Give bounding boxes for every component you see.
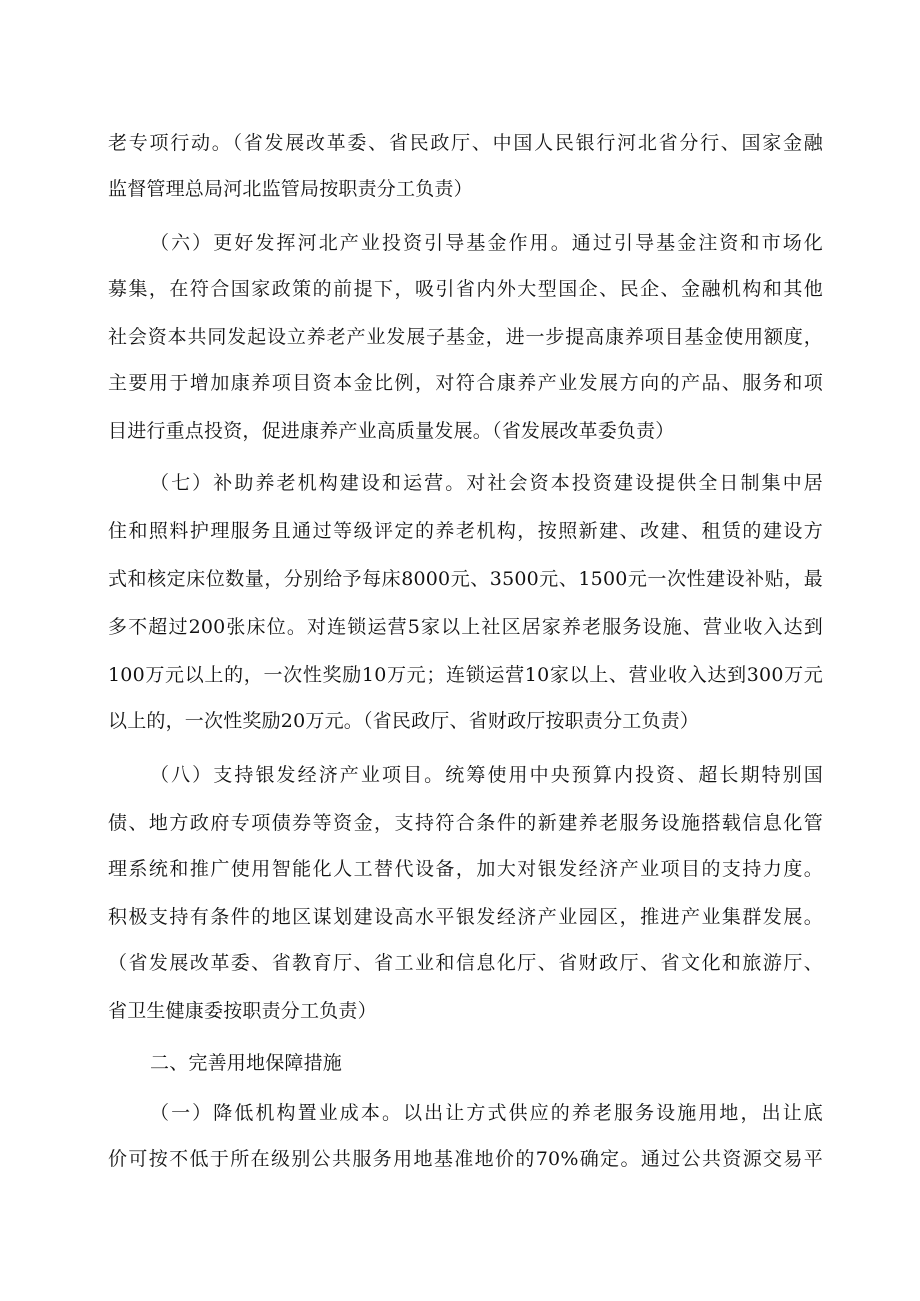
text-line: 理系统和推广使用智能化人工替代设备，加大对银发经济产业项目的支持力度。 [108,858,823,880]
text-line: 主要用于增加康养项目资本金比例，对符合康养产业发展方向的产品、服务和项 [108,372,823,394]
text-line: 监督管理总局河北监管局按职责分工负责） [108,178,473,200]
text-line: 多不超过200张床位。对连锁运营5家以上社区居家养老服务设施、营业收入达到 [108,616,823,638]
text-line: 式和核定床位数量，分别给予每床8000元、3500元、1500元一次性建设补贴，最 [108,568,823,590]
paragraph-1-heading-line: （一）降低机构置业成本。以出让方式供应的养老服务设施用地，出让底 [150,1102,823,1124]
paragraph-6-heading-line: （六）更好发挥河北产业投资引导基金作用。通过引导基金注资和市场化 [150,232,823,254]
text-line: 100万元以上的，一次性奖励10万元；连锁运营10家以上、营业收入达到300万元 [108,664,823,686]
text-line: 社会资本共同发起设立养老产业发展子基金，进一步提高康养项目基金使用额度， [108,326,823,348]
text-line: 债、地方政府专项债券等资金，支持符合条件的新建养老服务设施搭载信息化管 [108,812,823,834]
text-line: 省卫生健康委按职责分工负责） [108,1000,377,1022]
paragraph-8-heading-line: （八）支持银发经济产业项目。统筹使用中央预算内投资、超长期特别国 [150,764,823,786]
text-line: 价可按不低于所在级别公共服务用地基准地价的70%确定。通过公共资源交易平 [108,1148,823,1170]
paragraph-7-heading-line: （七）补助养老机构建设和运营。对社会资本投资建设提供全日制集中居 [150,472,823,494]
text-line: 老专项行动。（省发展改革委、省民政厅、中国人民银行河北省分行、国家金融 [108,132,823,154]
text-line: 以上的，一次性奖励20万元。（省民政厅、省财政厅按职责分工负责） [108,710,700,732]
text-line: 目进行重点投资，促进康养产业高质量发展。（省发展改革委负责） [108,420,675,442]
section-heading: 二、完善用地保障措施 [150,1052,343,1074]
text-line: 募集，在符合国家政策的前提下，吸引省内外大型国企、民企、金融机构和其他 [108,278,823,300]
text-line: 积极支持有条件的地区谋划建设高水平银发经济产业园区，推进产业集群发展。 [108,906,823,928]
text-line: 住和照料护理服务且通过等级评定的养老机构，按照新建、改建、租赁的建设方 [108,520,823,542]
text-line: （省发展改革委、省教育厅、省工业和信息化厅、省财政厅、省文化和旅游厅、 [108,952,823,974]
